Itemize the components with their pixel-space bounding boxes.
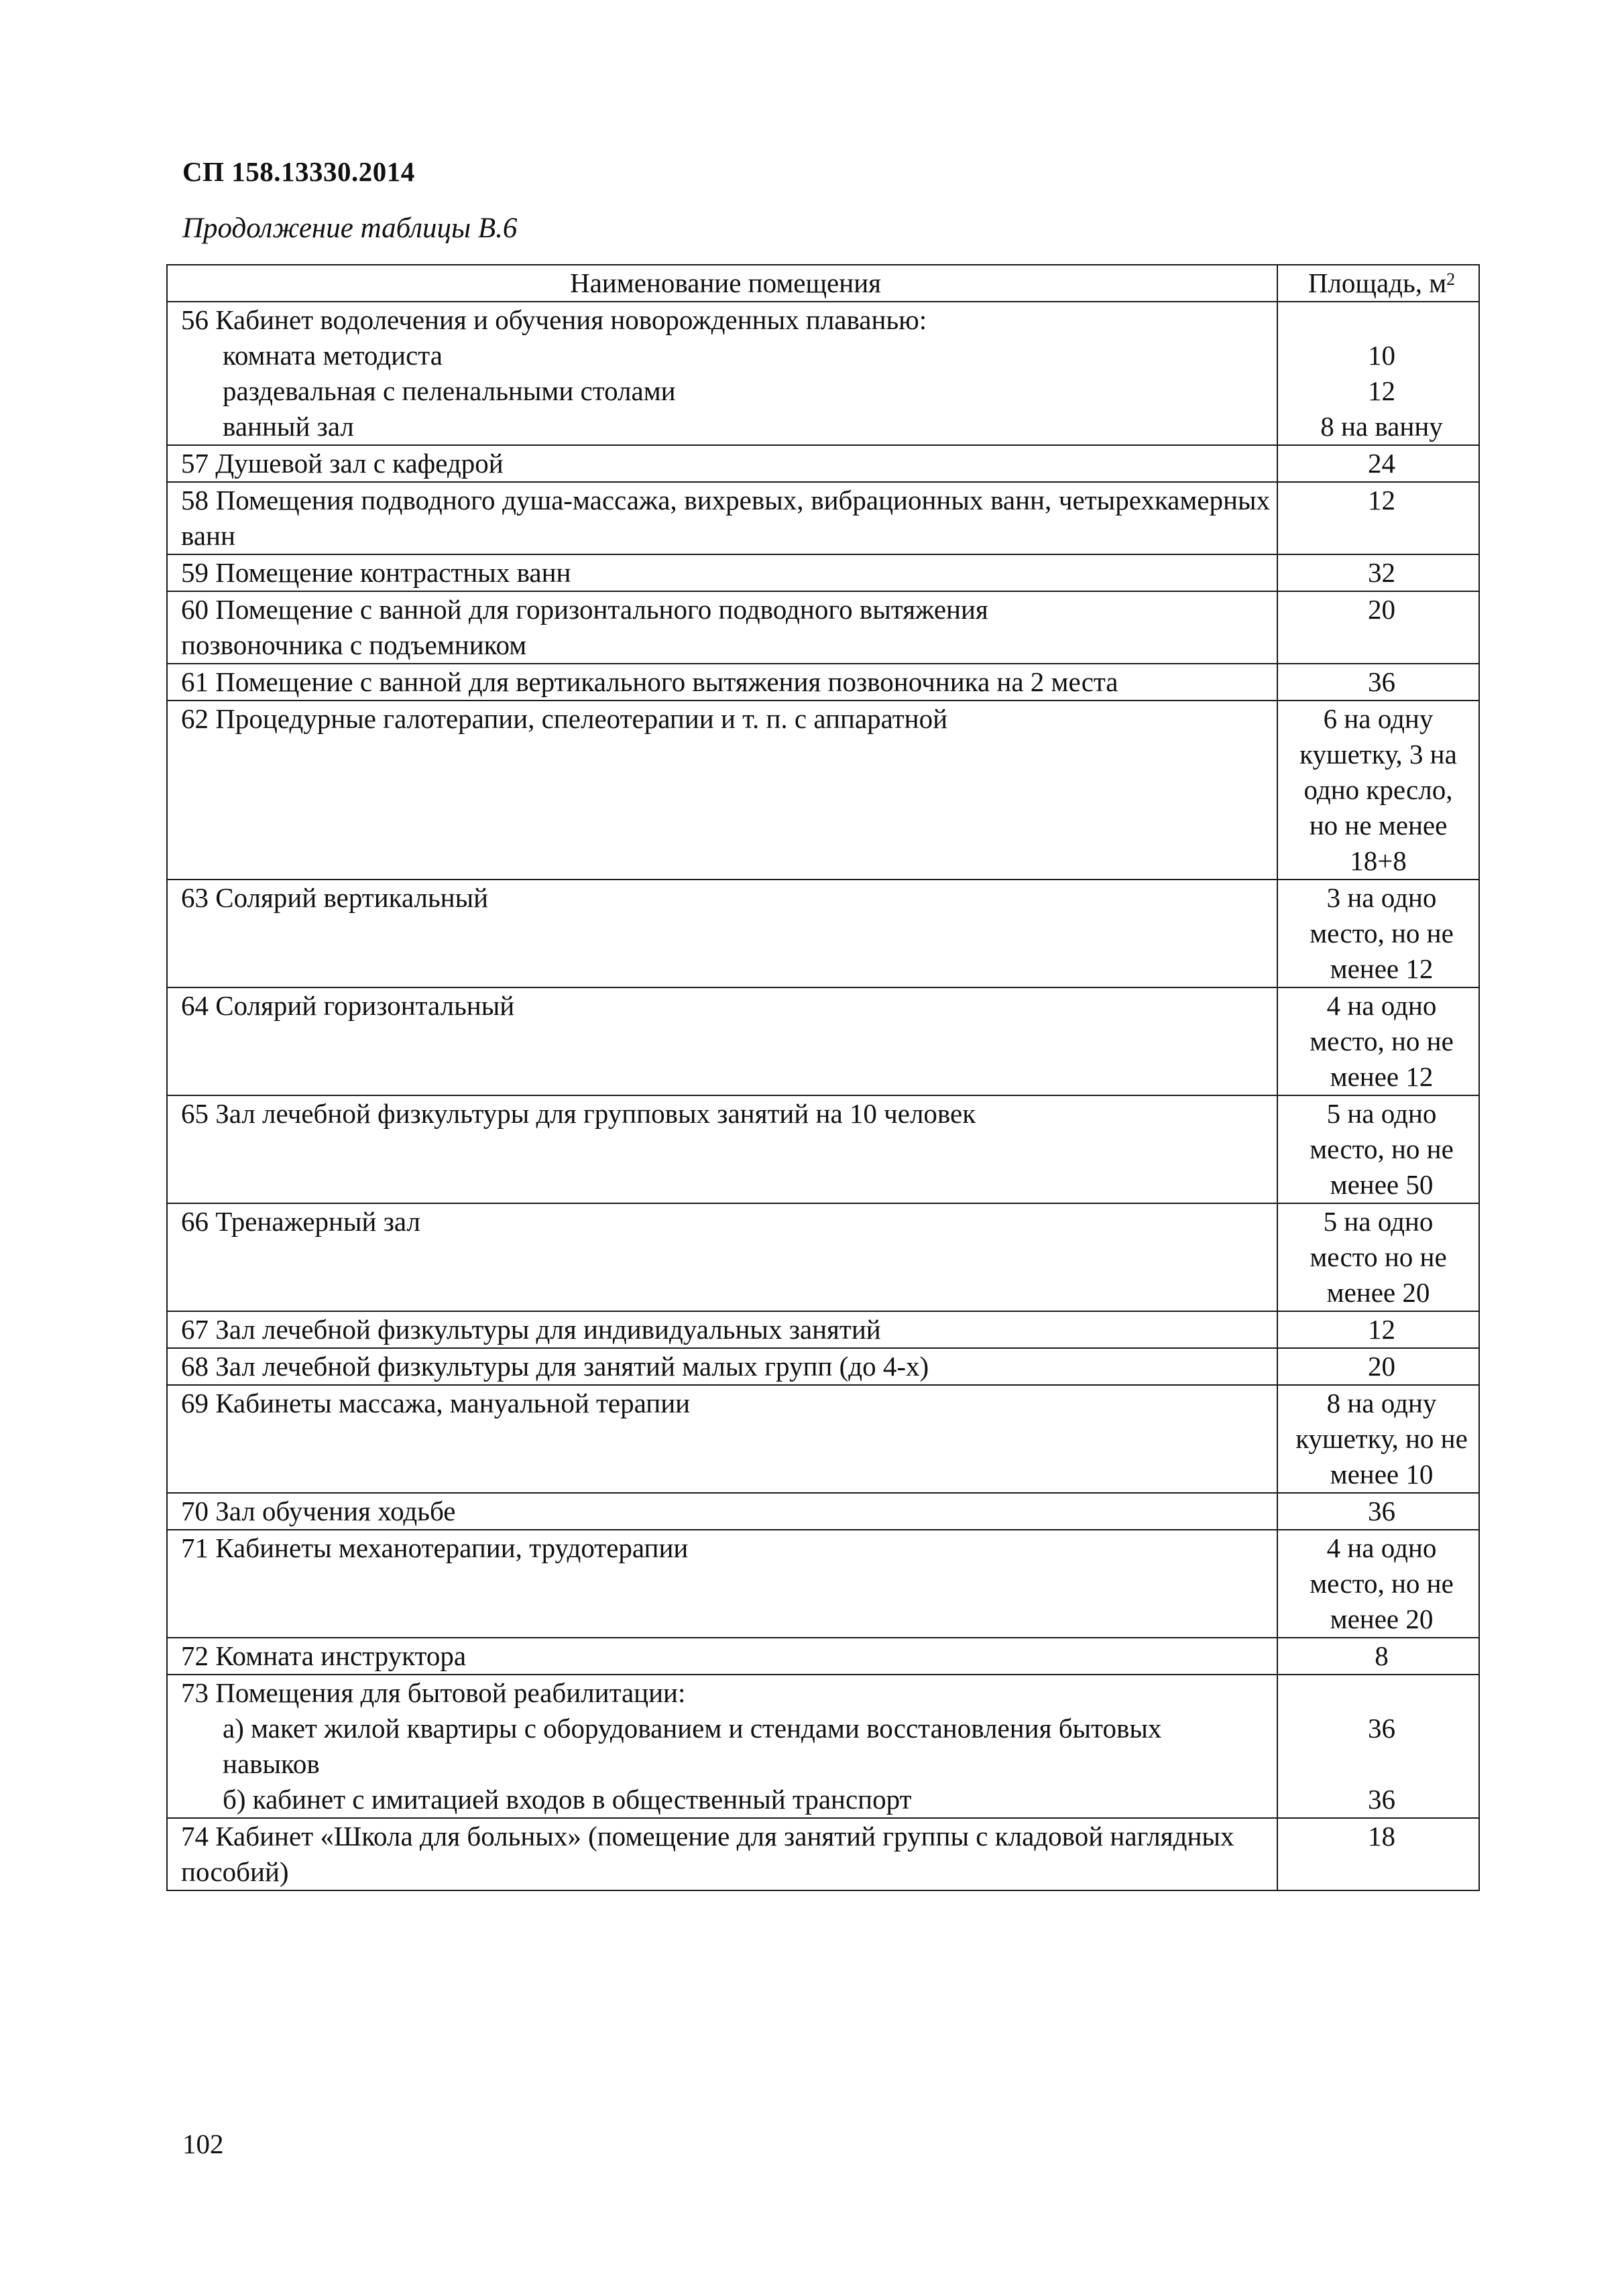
room-name-cell bbox=[167, 1675, 1277, 1818]
sub-area: 8 на ванну bbox=[1320, 411, 1443, 442]
table-row bbox=[167, 445, 1479, 482]
table-row bbox=[167, 1203, 1479, 1311]
rooms-table bbox=[166, 264, 1480, 1891]
header-room-name: Наименование помещения bbox=[167, 265, 1277, 302]
table-row bbox=[167, 482, 1479, 554]
header-area-label: Площадь, м bbox=[1308, 267, 1447, 298]
area-value: 5 на одно место но не менее 20 bbox=[1277, 1203, 1479, 1311]
table-row bbox=[167, 880, 1479, 987]
room-name: 59 Помещение контрастных ванн bbox=[167, 554, 1277, 591]
area-value: 12 bbox=[1277, 482, 1479, 554]
table-row bbox=[167, 987, 1479, 1095]
area-value: 12 bbox=[1277, 1311, 1479, 1348]
area-value: 4 на одно место, но не менее 20 bbox=[1277, 1530, 1479, 1638]
sub-room-name: раздевальная с пеленальными столами bbox=[223, 375, 676, 406]
area-value: 8 на одну кушетку, но не менее 10 bbox=[1277, 1385, 1479, 1493]
table-row bbox=[167, 1638, 1479, 1675]
table-row bbox=[167, 591, 1479, 664]
table-caption: Продолжение таблицы В.6 bbox=[182, 213, 518, 244]
sub-area: 36 bbox=[1368, 1713, 1395, 1744]
table-row bbox=[167, 664, 1479, 701]
area-value: 18 bbox=[1277, 1818, 1479, 1890]
room-name: 58 Помещения подводного душа-массажа, вихревых, вибрационных ванн, четырехкамерных ванн bbox=[167, 482, 1277, 554]
table-row bbox=[167, 1675, 1479, 1818]
room-name: 64 Солярий горизонтальный bbox=[167, 987, 1277, 1095]
page-number: 102 bbox=[182, 2128, 224, 2159]
table-row bbox=[167, 701, 1479, 880]
sub-room-name: б) кабинет с имитацией входов в общественный транспорт bbox=[223, 1784, 912, 1815]
area-cell bbox=[1277, 302, 1479, 445]
room-name: 71 Кабинеты механотерапии, трудотерапии bbox=[167, 1530, 1277, 1638]
sub-area: 12 bbox=[1368, 375, 1395, 406]
table-row bbox=[167, 1095, 1479, 1203]
header-area-sup: 2 bbox=[1446, 269, 1456, 289]
area-value: 32 bbox=[1277, 554, 1479, 591]
room-name: 68 Зал лечебной физкультуры для занятий малых групп (до 4-х) bbox=[167, 1348, 1277, 1385]
room-name: 66 Тренажерный зал bbox=[167, 1203, 1277, 1311]
room-name: 56 Кабинет водолечения и обучения новорожденных плаванью: bbox=[181, 304, 927, 335]
room-name-cell bbox=[167, 302, 1277, 445]
room-name: 60 Помещение с ванной для горизонтального подводного вытяжения позвоночника с подъемником bbox=[167, 591, 1277, 664]
sub-area: 10 bbox=[1368, 340, 1395, 371]
room-name: 62 Процедурные галотерапии, спелеотерапии и т. п. с аппаратной bbox=[167, 701, 1277, 880]
room-name: 69 Кабинеты массажа, мануальной терапии bbox=[167, 1385, 1277, 1493]
area-value: 24 bbox=[1277, 445, 1479, 482]
area-value: 3 на одно место, но не менее 12 bbox=[1277, 880, 1479, 987]
table-header-row bbox=[167, 265, 1479, 302]
table-row bbox=[167, 1311, 1479, 1348]
document-code: СП 158.13330.2014 bbox=[182, 156, 415, 187]
room-name: 70 Зал обучения ходьбе bbox=[167, 1493, 1277, 1530]
room-name: 57 Душевой зал с кафедрой bbox=[167, 445, 1277, 482]
area-value: 4 на одно место, но не менее 12 bbox=[1277, 987, 1479, 1095]
table-row bbox=[167, 1385, 1479, 1493]
sub-room-name: а) макет жилой квартиры с оборудованием и стендами восстановления бытовых навыков bbox=[223, 1713, 1162, 1779]
room-name: 61 Помещение с ванной для вертикального вытяжения позвоночника на 2 места bbox=[167, 664, 1277, 701]
table-row bbox=[167, 1818, 1479, 1890]
header-area bbox=[1277, 265, 1479, 302]
area-value: 6 на одну кушетку, 3 на одно кресло, но не менее 18+8 bbox=[1277, 701, 1479, 880]
table-row bbox=[167, 1530, 1479, 1638]
sub-area: 36 bbox=[1368, 1784, 1395, 1815]
area-value: 8 bbox=[1277, 1638, 1479, 1675]
area-value: 36 bbox=[1277, 1493, 1479, 1530]
table-row bbox=[167, 1493, 1479, 1530]
area-value: 20 bbox=[1277, 1348, 1479, 1385]
sub-room-name: комната методиста bbox=[223, 340, 443, 371]
table-row bbox=[167, 554, 1479, 591]
room-name: 74 Кабинет «Школа для больных» (помещение для занятий группы с кладовой наглядных пособий) bbox=[167, 1818, 1277, 1890]
area-value: 20 bbox=[1277, 591, 1479, 664]
sub-room-name: ванный зал bbox=[223, 411, 354, 442]
room-name: 72 Комната инструктора bbox=[167, 1638, 1277, 1675]
room-name: 67 Зал лечебной физкультуры для индивидуальных занятий bbox=[167, 1311, 1277, 1348]
room-name: 65 Зал лечебной физкультуры для групповых занятий на 10 человек bbox=[167, 1095, 1277, 1203]
room-name: 73 Помещения для бытовой реабилитации: bbox=[181, 1677, 686, 1708]
area-value: 5 на одно место, но не менее 50 bbox=[1277, 1095, 1479, 1203]
table-row bbox=[167, 302, 1479, 445]
table-row bbox=[167, 1348, 1479, 1385]
area-cell bbox=[1277, 1675, 1479, 1818]
area-value: 36 bbox=[1277, 664, 1479, 701]
room-name: 63 Солярий вертикальный bbox=[167, 880, 1277, 987]
